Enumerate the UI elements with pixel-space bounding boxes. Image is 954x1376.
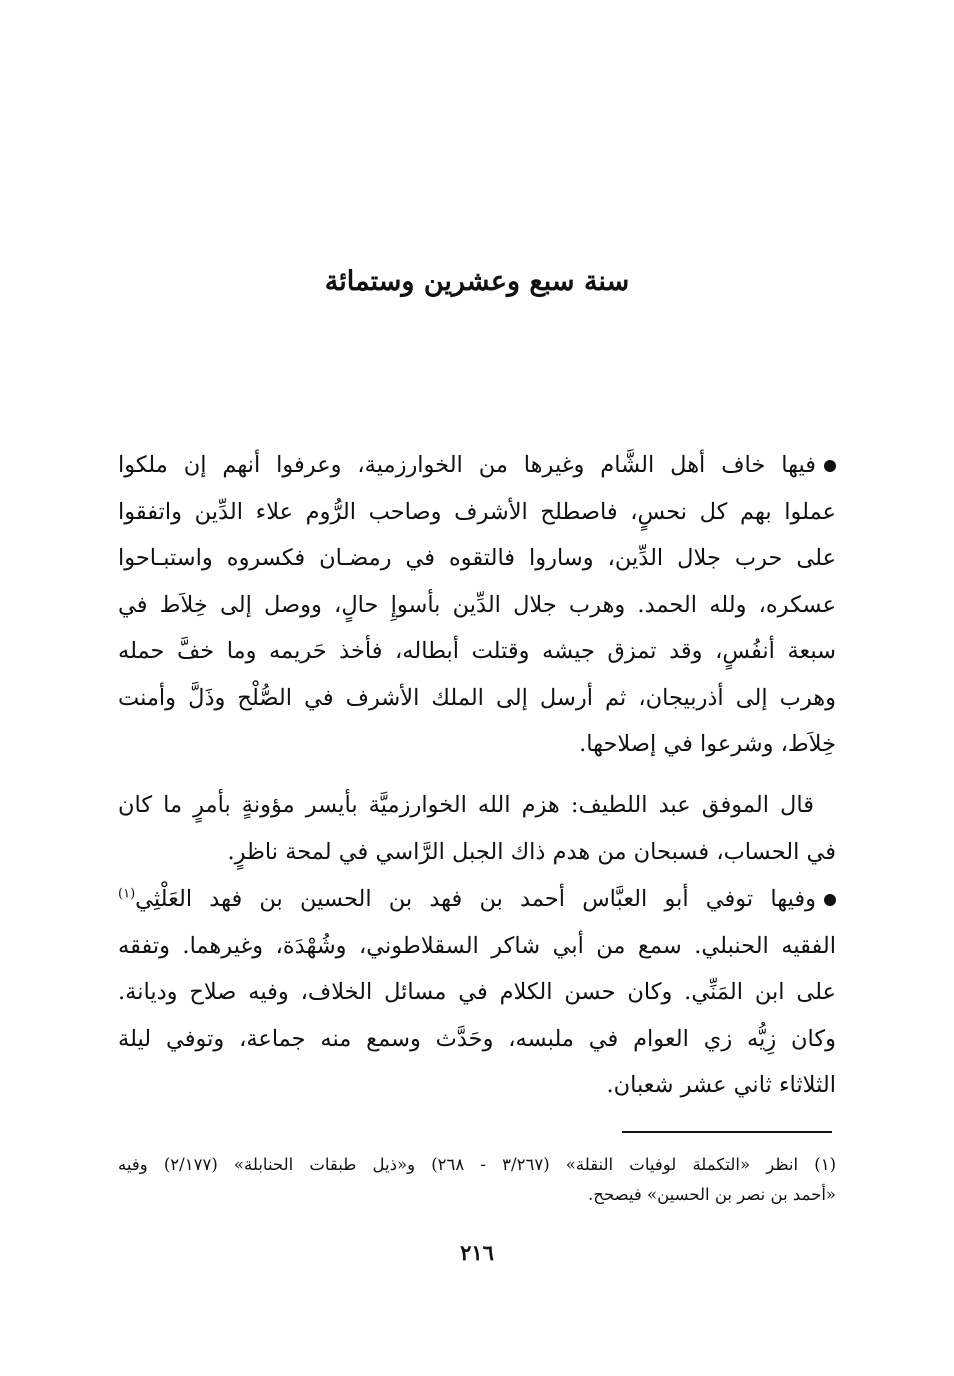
paragraph-1-line-2: عملوا بهم كل نحسٍ، فاصطلح الأشرف وصاحب الرُّوم علاء الدِّين واتفقوا: [118, 498, 836, 525]
paragraph-2-line-1: [118, 782, 836, 829]
paragraph-2-line-2: في الحساب، فسبحان من هدم ذاك الجبل الرَّاسي في لمحة ناظرٍ.: [227, 838, 836, 865]
paragraph-2-line-1-text: قال الموفق عبد اللطيف: هزم الله الخوارزميَّة بأيسر مؤونةٍ بأمرٍ ما كان: [118, 792, 814, 818]
paragraph-1-line-3: على حرب جلال الدِّين، وساروا فالتقوه في رمضـان فكسروه واستبـاحوا: [118, 545, 836, 571]
paragraph-1-line-1-text: فيها خاف أهل الشَّام وغيرها من الخوارزمية، وعرفوا أنهم إن ملكوا: [118, 452, 816, 478]
paragraph-1-line-1: [118, 442, 836, 489]
paragraph-1-line-6: وهرب إلى أذربيجان، ثم أرسل إلى الملك الأشرف في الصُّلْح وذَلَّ وأمنت: [118, 684, 836, 711]
chapter-title: سنة سبع وعشرين وستمائة: [324, 266, 630, 297]
paragraph-3: [118, 876, 836, 1109]
footnote: [118, 1150, 836, 1210]
paragraph-1: [118, 442, 836, 768]
page-number: ٢١٦: [460, 1240, 494, 1265]
paragraph-2: [118, 782, 836, 875]
footnote-reference[interactable]: (١): [118, 886, 136, 902]
paragraph-3-line-3: على ابن المَنِّي. وكان حسن الكلام في مسائل الخلاف، وفيه صلاح وديانة.: [118, 979, 836, 1005]
footnote-line-1: (١) انظر «التكملة لوفيات النقلة» (٣/٢٦٧ - ٢٦٨) و«ذيل طبقات الحنابلة» (٢/١٧٧) وفيه: [118, 1155, 836, 1174]
paragraph-1-line-7: خِلاَط، وشرعوا في إصلاحها.: [579, 731, 836, 757]
paragraph-3-line-5: الثلاثاء ثاني عشر شعبان.: [606, 1072, 836, 1098]
footnote-line-2: «أحمد بن نصر بن الحسين» فيصحح.: [588, 1185, 836, 1204]
footnote-divider: [622, 1131, 832, 1133]
paragraph-3-line-2: الفقيه الحنبلي. سمع من أبي شاكر السقلاطوني، وشُهْدَة، وغيرهما. وتفقه: [118, 932, 836, 959]
paragraph-3-line-1: [118, 876, 836, 923]
paragraph-1-line-4: عسكره، ولله الحمد. وهرب جلال الدِّين بأسوإِ حالٍ، ووصل إلى خِلاَط في: [118, 591, 836, 618]
bullet-icon: [824, 460, 836, 472]
paragraph-3-line-4: وكان زِيُّه زي العوام في ملبسه، وحَدَّث وسمع منه جماعة، وتوفي ليلة: [118, 1025, 836, 1052]
paragraph-1-line-5: سبعة أنفُسٍ، وقد تمزق جيشه وقتلت أبطاله، فأخذ حَريمه وما خفَّ حمله: [118, 638, 837, 664]
bullet-icon: [824, 894, 836, 906]
paragraph-3-line-1-text: وفيها توفي أبو العبَّاس أحمد بن فهد بن الحسين بن فهد العَلْثِي: [135, 886, 816, 912]
